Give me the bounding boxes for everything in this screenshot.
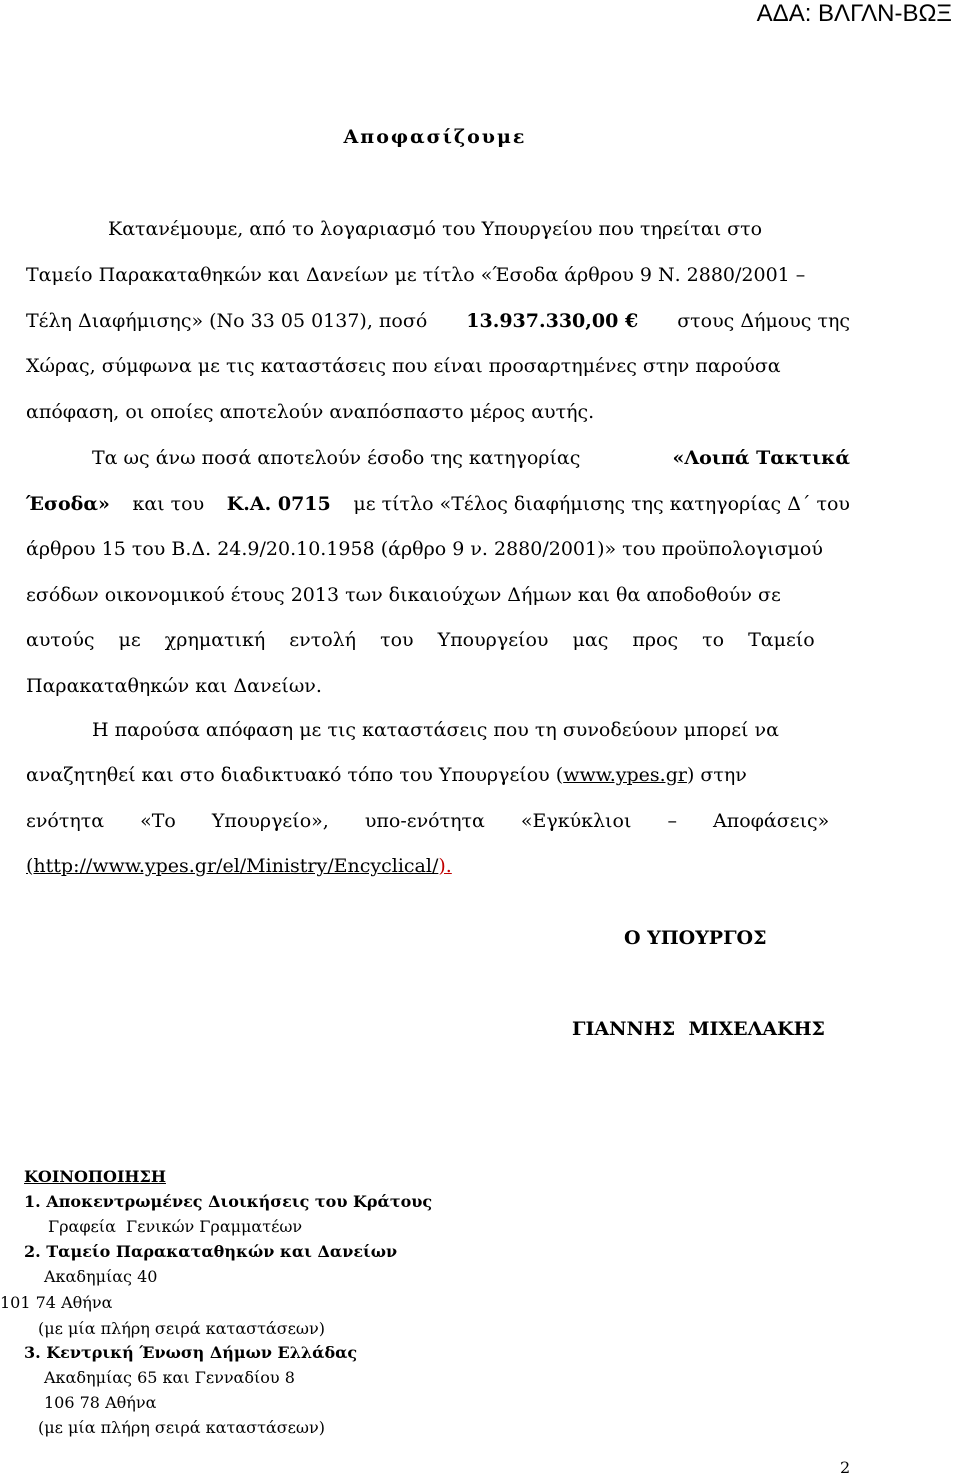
paragraph-2-line-3: άρθρου 15 του Β.Δ. 24.9/20.10.1958 (άρθρο 9 ν. 2880/2001)» του προϋπολογισμού <box>26 538 823 560</box>
amount: 13.937.330,00 € <box>466 310 639 332</box>
notification-item-3: 3. Κεντρική Ένωση Δήμων Ελλάδας <box>24 1343 358 1362</box>
paragraph-1-line-5: απόφαση, οι οποίες αποτελούν αναπόσπαστο μέρος αυτής. <box>26 401 595 423</box>
encyclical-link[interactable]: http://www.ypes.gr/el/Ministry/Encyclical/ <box>33 855 439 877</box>
ada-code: ΑΔΑ: ΒΛΓΛΝ-ΒΩΞ <box>756 0 952 27</box>
paragraph-1-line-3: Τέλη Διαφήμισης» (Νο 33 05 0137), ποσό 13.937.330,00 € στους Δήμους της <box>26 310 850 332</box>
paragraph-2-line-1: Τα ως άνω ποσά αποτελούν έσοδο της κατηγορίας «Λοιπά Τακτικά <box>92 447 850 469</box>
ypes-link[interactable]: www.ypes.gr <box>563 764 687 786</box>
notification-item-2: 2. Ταμείο Παρακαταθηκών και Δανείων <box>24 1242 398 1261</box>
paragraph-1-line-1: Κατανέμουμε, από το λογαριασμό του Υπουργείου που τηρείται στο <box>108 218 763 240</box>
page-number: 2 <box>840 1458 851 1477</box>
signature-name: ΓΙΑΝΝΗΣ ΜΙΧΕΛΑΚΗΣ <box>572 1018 825 1040</box>
paragraph-3-line-1: Η παρούσα απόφαση με τις καταστάσεις που τη συνοδεύουν μπορεί να <box>92 719 779 741</box>
paragraph-1-line-2: Ταμείο Παρακαταθηκών και Δανείων με τίτλο «Έσοδα άρθρου 9 Ν. 2880/2001 – <box>26 264 806 286</box>
paragraph-2-line-4: εσόδων οικονομικού έτους 2013 των δικαιούχων Δήμων και θα αποδοθούν σε <box>26 584 781 606</box>
signature-title: Ο ΥΠΟΥΡΓΟΣ <box>624 927 767 949</box>
notification-item-3-city: 106 78 Αθήνα <box>44 1393 157 1412</box>
notification-title: ΚΟΙΝΟΠΟΙΗΣΗ <box>24 1167 166 1186</box>
notification-item-1-sub: Γραφεία Γενικών Γραμματέων <box>48 1217 303 1236</box>
paragraph-2-line-5: αυτούς με χρηματική εντολή του Υπουργείου μας προς το Ταμείο <box>26 629 815 651</box>
paragraph-1-line-4: Χώρας, σύμφωνα με τις καταστάσεις που είναι προσαρτημένες στην παρούσα <box>26 355 781 377</box>
paragraph-3-line-2: αναζητηθεί και στο διαδικτυακό τόπο του Υπουργείου (www.ypes.gr) στην <box>26 764 747 786</box>
decision-heading: Αποφασίζουμε <box>343 126 527 148</box>
paragraph-2-line-2: Έσοδα» και του Κ.Α. 0715 με τίτλο «Τέλος διαφήμισης της κατηγορίας Δ΄ του <box>26 493 850 515</box>
notification-item-3-note: (με μία πλήρη σειρά καταστάσεων) <box>38 1418 325 1437</box>
paragraph-3-line-3: ενότητα «Το Υπουργείο», υπο-ενότητα «Εγκύκλιοι – Αποφάσεις» <box>26 810 830 832</box>
paragraph-2-line-6: Παρακαταθηκών και Δανείων. <box>26 675 322 697</box>
notification-item-2-address: Ακαδημίας 40 <box>44 1267 158 1286</box>
paragraph-3-line-4: (http://www.ypes.gr/el/Ministry/Encyclical/). <box>26 855 452 877</box>
notification-item-2-city: 101 74 Αθήνα <box>0 1293 113 1312</box>
notification-item-3-address: Ακαδημίας 65 και Γενναδίου 8 <box>44 1368 295 1387</box>
notification-item-2-note: (με μία πλήρη σειρά καταστάσεων) <box>38 1319 325 1338</box>
notification-item-1: 1. Αποκεντρωμένες Διοικήσεις του Κράτους <box>24 1192 433 1211</box>
